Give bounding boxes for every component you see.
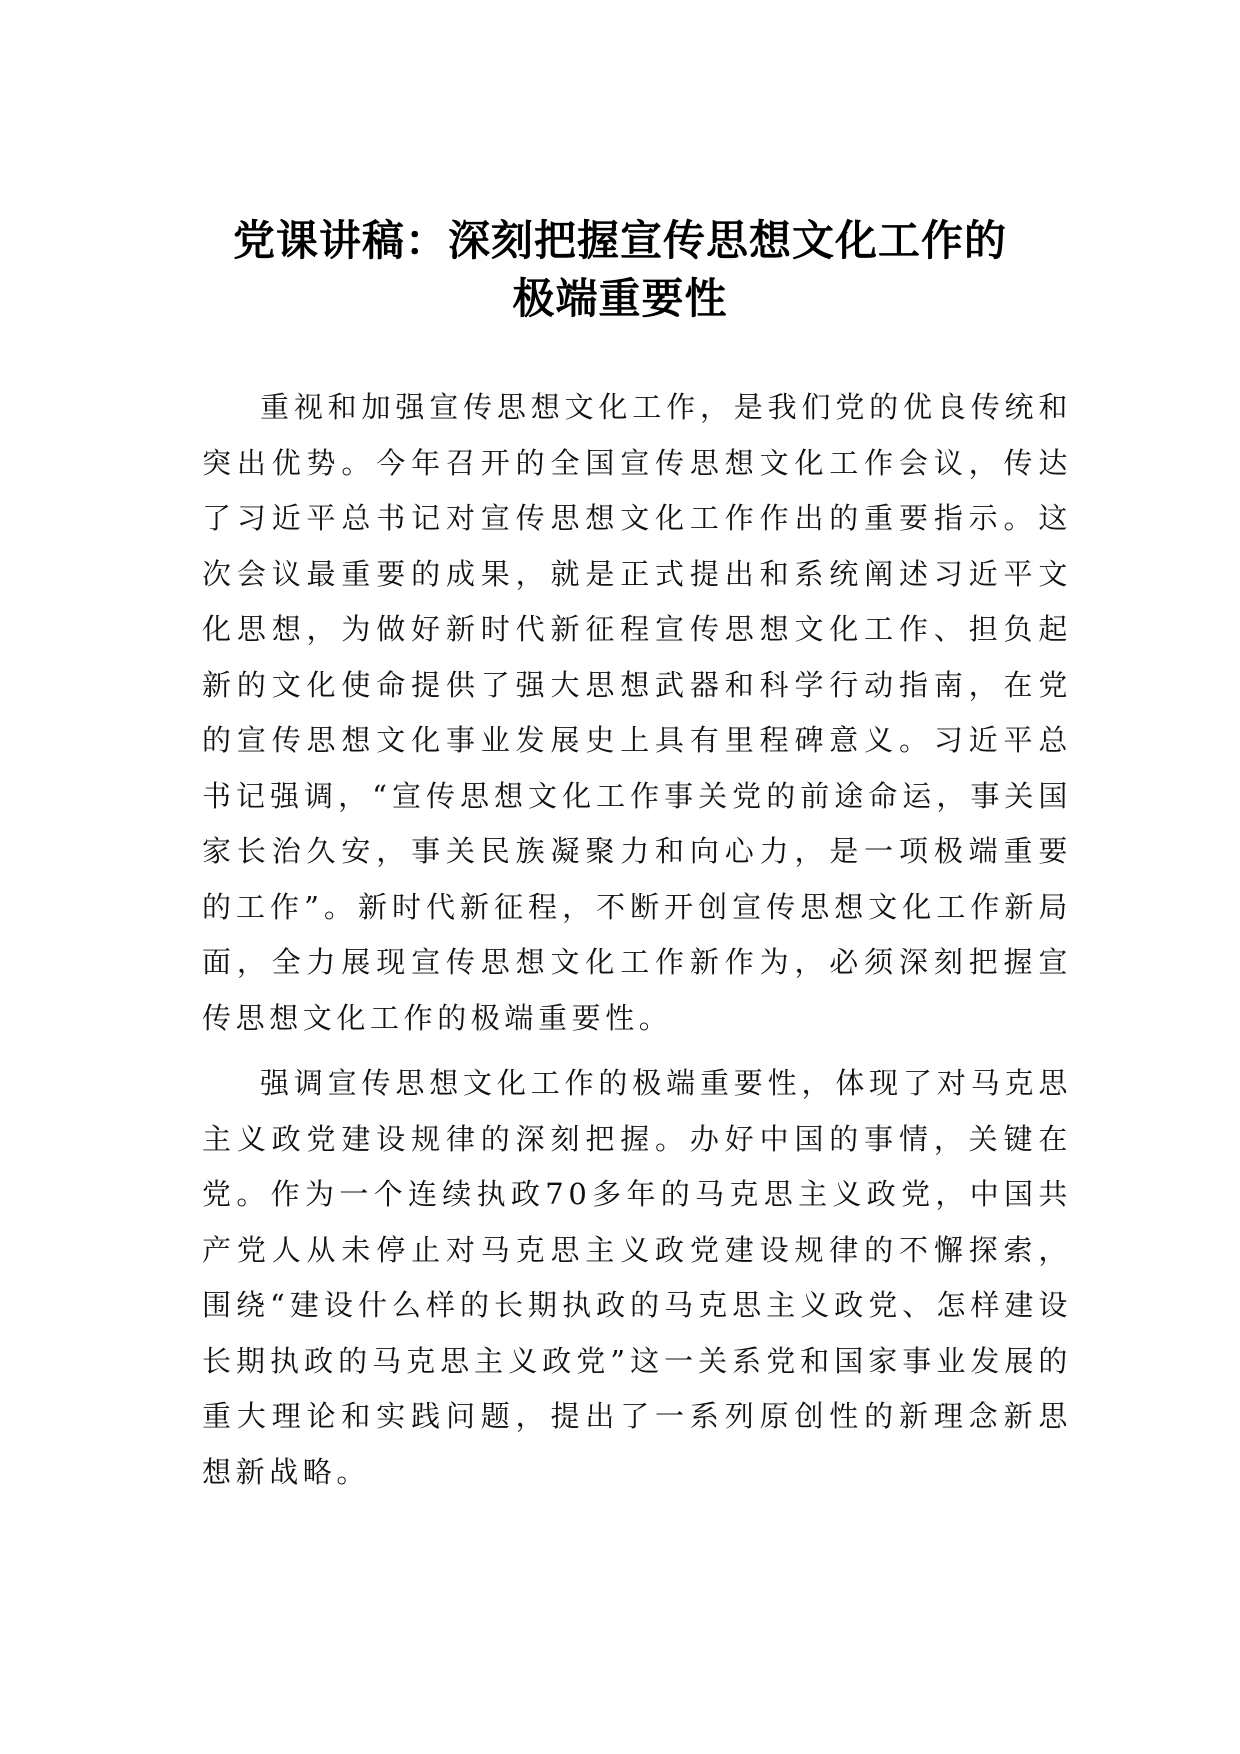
title-line-2: 极端重要性 bbox=[512, 274, 728, 323]
document-title bbox=[150, 212, 1090, 328]
paragraph-2: 强调宣传思想文化工作的极端重要性，体现了对马克思主义政党建设规律的深刻把握。办好中国的事情，关键在党。作为一个连续执政70多年的马克思主义政党，中国共产党人从未停止对马克思主义政党建设规律的不懈探索，围绕“建设什么样的长期执政的马克思主义政党、怎样建设长期执政的马克思主义政党”这一关系党和国家事业发展的重大理论和实践问题，提出了一系列原创性的新理念新思想新战略。 bbox=[202, 1066, 1072, 1489]
paragraph-1: 重视和加强宣传思想文化工作，是我们党的优良传统和突出优势。今年召开的全国宣传思想文化工作会议，传达了习近平总书记对宣传思想文化工作作出的重要指示。这次会议最重要的成果，就是正式提出和系统阐述习近平文化思想，为做好新时代新征程宣传思想文化工作、担负起新的文化使命提供了强大思想武器和科学行动指南，在党的宣传思想文化事业发展史上具有里程碑意义。习近平总书记强调，“宣传思想文化工作事关党的前途命运，事关国家长治久安，事关民族凝聚力和向心力，是一项极端重要的工作”。新时代新征程，不断开创宣传思想文化工作新局面，全力展现宣传思想文化工作新作为，必须深刻把握宣传思想文化工作的极端重要性。 bbox=[202, 390, 1072, 1035]
document-body bbox=[202, 380, 1072, 1510]
title-line-1: 党课讲稿：深刻把握宣传思想文化工作的 bbox=[232, 216, 1007, 265]
